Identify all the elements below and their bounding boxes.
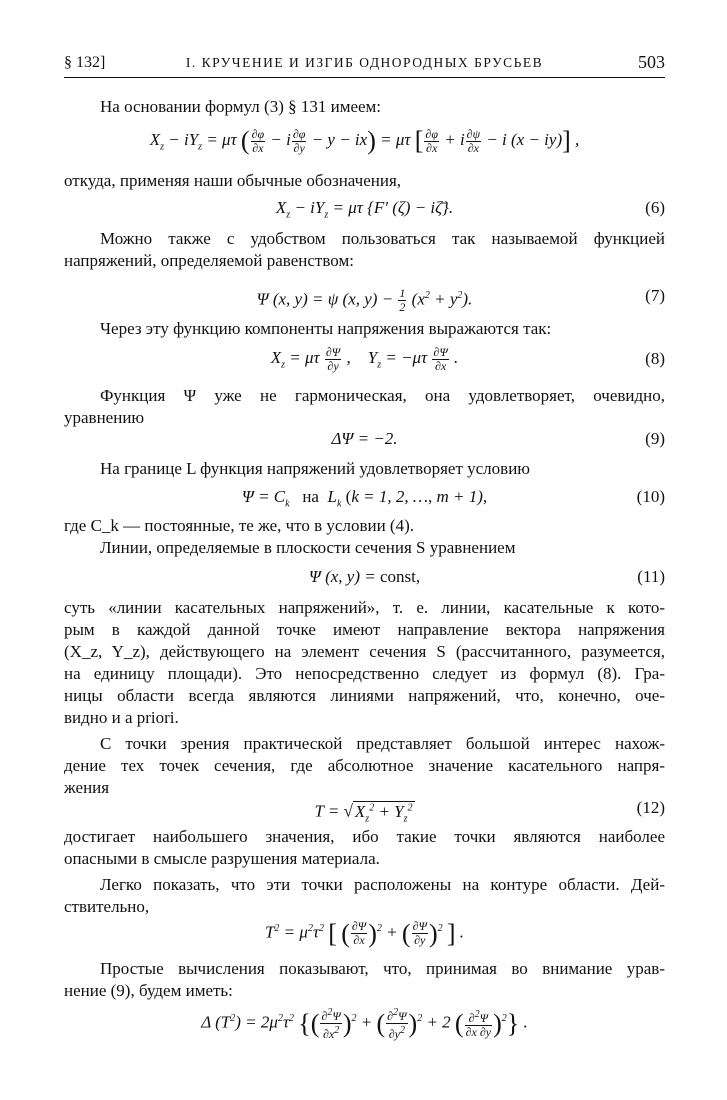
paragraph-text: ствительно,: [64, 897, 150, 916]
paragraph-text: Можно также с удобством пользоваться так называемой функцией: [100, 229, 665, 248]
section-ref: § 132]: [64, 54, 106, 71]
paragraph-text: достигает наибольшего значения, ибо такие точки являются наиболее: [64, 827, 665, 846]
paragraph-text: рым в каждой данной точке имеют направление вектора напряжения: [64, 620, 665, 639]
equation-6: $X_z - iY_z = \mu\tau$ {F′ (ζ) − iζ̄}.: [275, 198, 454, 221]
paragraph-text: На границе L функция напряжений удовлетворяет условию: [100, 459, 530, 478]
paragraph-text: уравнению: [64, 408, 145, 427]
equation-number: (7): [645, 286, 665, 305]
equation-number: (9): [645, 429, 665, 448]
equation-9: ΔΨ = −2.: [331, 429, 398, 448]
equation-first: $X_z - iY_z = \mu\tau$ ( $\frac{\partial\varphi}{\partial x}$ − i $\frac{\partial\varphi}{\partial y}$ − y − ix) = μτ [ $\frac{\partial\varphi}{\partial x}$ + i $\frac{\partial\psi}{\partial x}$ − i (x − iy)] ,: [149, 126, 580, 156]
paragraph-text: На основании формул (3) § 131 имеем:: [100, 97, 382, 116]
paragraph-text: Функция Ψ уже не гармоническая, она удовлетворяет, очевидно,: [100, 386, 665, 405]
equation-number: (10): [636, 487, 665, 506]
equation-10: $\Psi = C_k$ на $L_k$ (k = 1, 2, …, m + 1),: [241, 487, 488, 510]
running-title: I. КРУЧЕНИЕ И ИЗГИБ ОДНОРОДНЫХ БРУСЬЕВ: [185, 55, 544, 70]
paragraph-text: дение тех точек сечения, где абсолютное значение касательного напря-: [64, 756, 665, 775]
paragraph-text: суть «линии касательных напряжений», т. е. линии, касательные к кото-: [64, 598, 665, 617]
equation-7: Ψ (x, y) = ψ (x, y) − $\frac{1}{2}$ $(x^2 + y^2)$.: [256, 286, 473, 315]
header-rule: [64, 77, 665, 78]
equation-8: $X_z = \mu\tau$ $\frac{\partial\Psi}{\partial y}$ , $Y_z = -\mu\tau$ $\frac{\partial\Psi}{\partial x}$ .: [270, 344, 459, 373]
equation-12: T = √ $X_z^2 + Y_z^2$: [314, 801, 413, 825]
paragraph-text: на единицу площади). Это непосредственно следует из формул (8). Гра-: [64, 664, 665, 683]
paragraph-text: опасными в смысле разрушения материала.: [64, 849, 380, 868]
equation-number: (12): [636, 798, 665, 817]
paragraph-text: С точки зрения практической представляет большой интерес нахож-: [100, 734, 665, 753]
equation-T2: $T^2 = \mu^2\tau^2$ [ ( $\frac{\partial\Psi}{\partial x}$ )$^2$ + ( $\frac{\partial\Psi}{\partial y}$ )$^2$ ] .: [264, 918, 465, 948]
paragraph-text: жения: [64, 778, 110, 797]
equation-number: (11): [637, 567, 665, 586]
equation-number: (6): [645, 198, 665, 217]
paragraph-text: откуда, применяя наши обычные обозначения,: [64, 171, 402, 190]
paragraph-text: где C_k — постоянные, те же, что в условии (4).: [64, 516, 414, 535]
paragraph-text: Через эту функцию компоненты напряжения выражаются так:: [100, 319, 552, 338]
equation-last: Δ $(T^2) = 2\mu^2\tau^2$ {( $\frac{\partial^2\Psi}{\partial x^2}$ )$^2$ + ( $\frac{\partial^2\Psi}{\partial y^2}$ )$^2$ + 2 ( $\frac{\partial^2\Psi}{\partial x \partial y}$ )$^2$} .: [201, 1007, 528, 1042]
paragraph-text: (X_z, Y_z), действующего на элемент сечения S (рассчитанного, разумеется,: [64, 642, 665, 661]
paragraph-text: напряжений, определяемой равенством:: [64, 251, 354, 270]
paragraph-text: нение (9), будем иметь:: [64, 981, 233, 1000]
equation-number: (8): [645, 349, 665, 368]
paragraph-text: ницы области всегда являются линиями напряжений, что, конечно, оче-: [64, 686, 665, 705]
page-number: 503: [638, 52, 665, 72]
page-header: [64, 52, 665, 76]
paragraph-text: Линии, определяемые в плоскости сечения S уравнением: [100, 538, 516, 557]
paragraph-text: видно и a priori.: [64, 708, 179, 727]
paragraph-text: Простые вычисления показывают, что, принимая во внимание урав-: [100, 959, 665, 978]
paragraph-text: Легко показать, что эти точки расположены на контуре области. Дей-: [100, 875, 665, 894]
equation-11: Ψ (x, y) = const,: [308, 567, 421, 586]
